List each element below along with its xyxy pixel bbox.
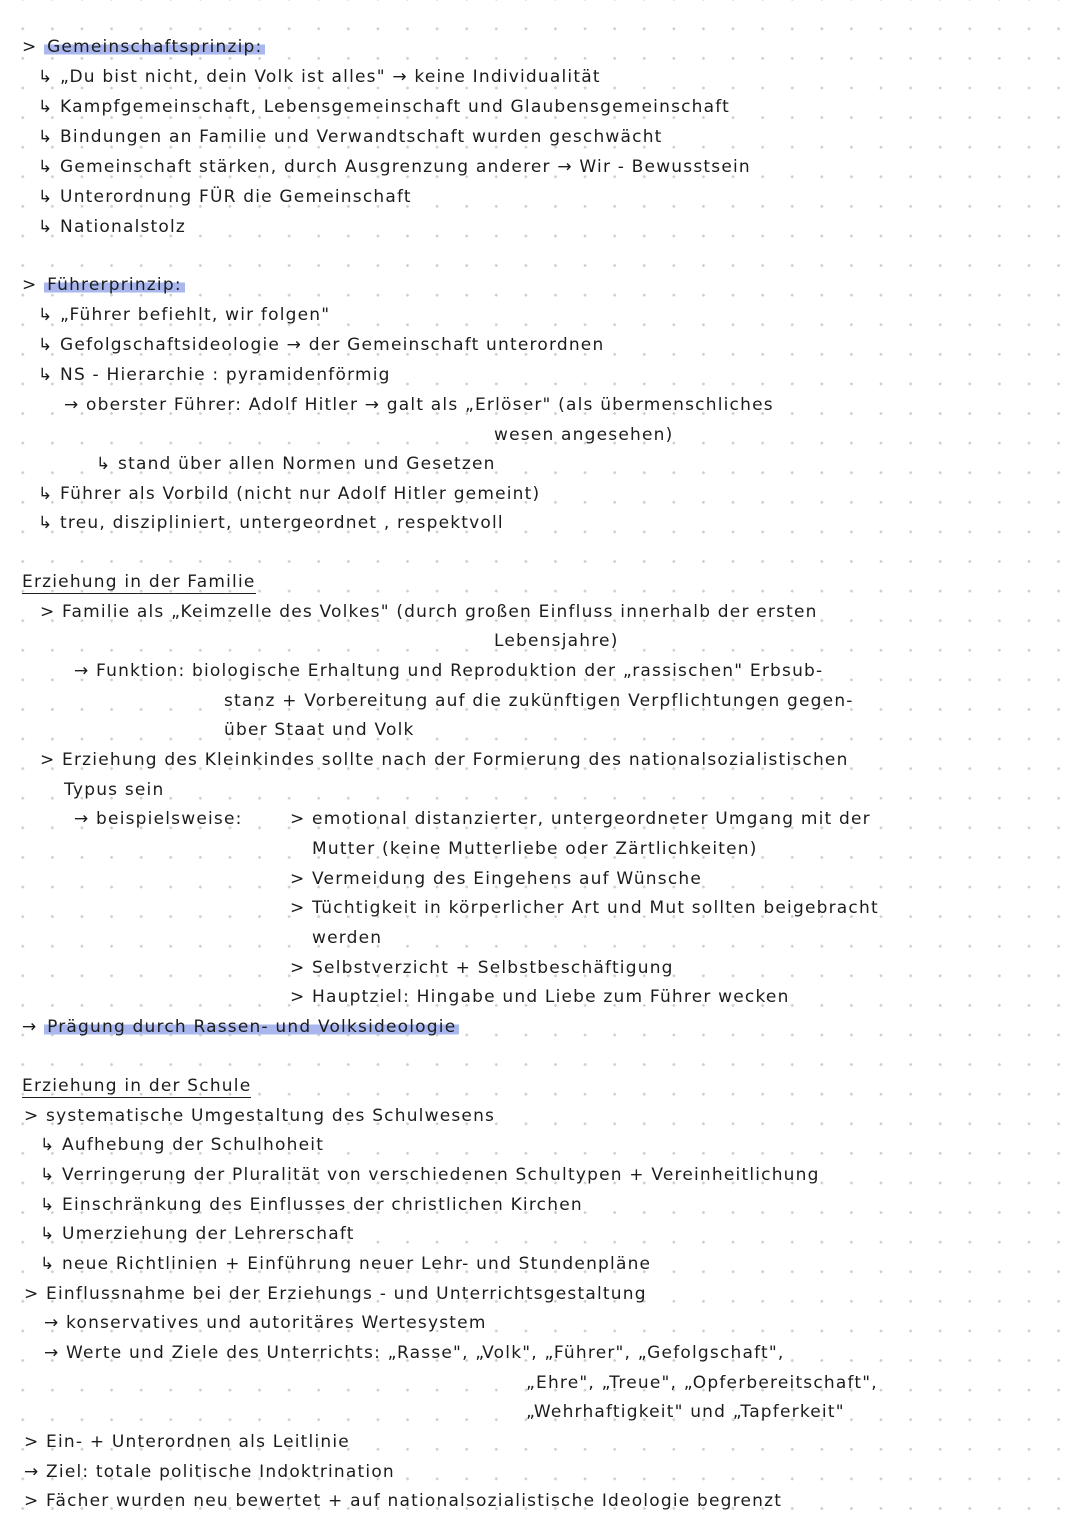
familie-conclusion <box>22 1016 459 1038</box>
schule-heading <box>22 1075 251 1097</box>
fuehrer-title: Führerprinzip: <box>44 275 185 295</box>
text-line: → Ziel: totale politische Indoktrination <box>24 1462 395 1482</box>
list-item: wesen angesehen) <box>494 425 674 445</box>
list-item: ↳ Führer als Vorbild (nicht nur Adolf Hitler gemeint) <box>38 484 541 504</box>
text-line: > Hauptziel: Hingabe und Liebe zum Führer wecken <box>290 987 790 1007</box>
text-line: ↳ neue Richtlinien + Einführung neuer Lehr- und Stundenpläne <box>40 1254 652 1274</box>
bullet-marker: > <box>22 275 38 295</box>
list-item: ↳ „Führer befiehlt, wir folgen" <box>38 305 331 325</box>
text-line: stanz + Vorbereitung auf die zukünftigen Verpflichtungen gegen- <box>224 691 854 711</box>
list-item: ↳ stand über allen Normen und Gesetzen <box>96 454 496 474</box>
text-line: > emotional distanzierter, untergeordneter Umgang mit der <box>290 809 871 829</box>
text-line: → konservatives und autoritäres Wertesystem <box>44 1313 487 1333</box>
conclusion-text: Prägung durch Rassen- und Volksideologie <box>44 1017 459 1037</box>
list-item: → oberster Führer: Adolf Hitler → galt als „Erlöser" (als übermenschliches <box>64 395 774 415</box>
list-item: ↳ Bindungen an Familie und Verwandtschaft wurden geschwächt <box>38 127 663 147</box>
text-line: ↳ Umerziehung der Lehrerschaft <box>40 1224 355 1244</box>
text-line: > Fächer wurden neu bewertet + auf nationalsozialistische Ideologie begrenzt <box>24 1491 783 1511</box>
text-line: ↳ Verringerung der Pluralität von verschiedenen Schultypen + Vereinheitlichung <box>40 1165 820 1185</box>
text-line: über Staat und Volk <box>224 720 415 740</box>
list-item: ↳ Unterordnung FÜR die Gemeinschaft <box>38 187 412 207</box>
text-line: Typus sein <box>64 780 165 800</box>
text-line: Mutter (keine Mutterliebe oder Zärtlichkeiten) <box>312 839 758 859</box>
list-item: ↳ treu, diszipliniert, untergeordnet , respektvoll <box>38 513 504 533</box>
list-item: ↳ NS - Hierarchie : pyramidenförmig <box>38 365 391 385</box>
gemeinschaft-title: Gemeinschaftsprinzip: <box>44 37 265 57</box>
gemeinschaft-heading <box>22 36 265 58</box>
text-line: → beispielsweise: <box>74 809 243 829</box>
text-line: > Familie als „Keimzelle des Volkes" (durch großen Einfluss innerhalb der ersten <box>40 602 818 622</box>
text-line: > Erziehung des Kleinkindes sollte nach der Formierung des nationalsozialistischen <box>40 750 849 770</box>
familie-title: Erziehung in der Familie <box>22 572 256 592</box>
text-line: → Werte und Ziele des Unterrichts: „Rasse", „Volk", „Führer", „Gefolgschaft", <box>44 1343 785 1363</box>
list-item: ↳ Kampfgemeinschaft, Lebensgemeinschaft und Glaubensgemeinschaft <box>38 97 731 117</box>
schule-title: Erziehung in der Schule <box>22 1076 252 1096</box>
text-line: > Tüchtigkeit in körperlicher Art und Mut sollten beigebracht <box>290 898 879 918</box>
text-line: ↳ Einschränkung des Einflusses der christlichen Kirchen <box>40 1195 583 1215</box>
familie-heading <box>22 571 256 593</box>
text-line: werden <box>312 928 383 948</box>
arrow-icon: → <box>22 1017 38 1037</box>
text-line: > systematische Umgestaltung des Schulwesens <box>24 1106 496 1126</box>
bullet-marker: > <box>22 37 38 57</box>
text-line: „Ehre", „Treue", „Opferbereitschaft", <box>526 1373 878 1393</box>
text-line: > Selbstverzicht + Selbstbeschäftigung <box>290 958 674 978</box>
fuehrer-heading <box>22 274 185 296</box>
text-line: ↳ Aufhebung der Schulhoheit <box>40 1135 325 1155</box>
list-item: ↳ Nationalstolz <box>38 217 187 237</box>
list-item: ↳ „Du bist nicht, dein Volk ist alles" → keine Individualität <box>38 67 601 87</box>
list-item: ↳ Gefolgschaftsideologie → der Gemeinschaft unterordnen <box>38 335 605 355</box>
text-line: > Ein- + Unterordnen als Leitlinie <box>24 1432 350 1452</box>
text-line: Lebensjahre) <box>494 631 619 651</box>
text-line: „Wehrhaftigkeit" und „Tapferkeit" <box>526 1402 845 1422</box>
text-line: > Vermeidung des Eingehens auf Wünsche <box>290 869 703 889</box>
text-line: → Funktion: biologische Erhaltung und Reproduktion der „rassischen" Erbsub- <box>74 661 824 681</box>
list-item: ↳ Gemeinschaft stärken, durch Ausgrenzung anderer → Wir - Bewusstsein <box>38 157 751 177</box>
text-line: > Einflussnahme bei der Erziehungs - und Unterrichtsgestaltung <box>24 1284 647 1304</box>
